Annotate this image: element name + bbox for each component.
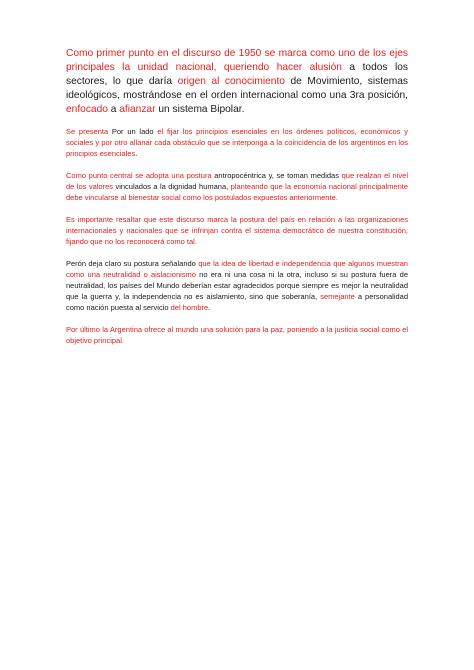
paragraph-5	[66, 258, 408, 313]
text-span: .	[135, 149, 138, 158]
text-span: que realzan el nivel de los valores	[66, 171, 408, 191]
text-span: Como punto central se adopta una postura	[66, 171, 212, 180]
paragraph-6	[66, 324, 408, 346]
text-span: el fijar los principios esenciales en los órdenes políticos, económicos y sociales y por otro allanar cada obstáculo que se interponga a la coincidencia de los argentinos en los principios esenciales	[66, 127, 408, 158]
text-span: vinculados a la dignidad humana,	[113, 182, 231, 191]
paragraph-4	[66, 214, 408, 247]
text-span: origen al conocimiento	[177, 76, 285, 87]
paragraph-3	[66, 170, 408, 203]
text-span: Como primer punto en el discurso de 1950 se marca como uno de los ejes principales la unidad nacional, queriendo hacer alusión	[66, 48, 408, 73]
text-span: Por un lado	[108, 127, 158, 136]
text-span: semejante	[320, 292, 355, 301]
text-span: afianzar	[119, 104, 156, 115]
text-span: a todos los sectores, lo que daría	[66, 62, 408, 87]
text-span: Es importante resaltar que este discurso marca la postura del país en relación a las organizaciones internacionales y nacionales que se infrinjan contra el sistema democrático de nuestra constitución, fijando que no los reconocerá como tal.	[66, 215, 408, 246]
text-span: Se presenta	[66, 127, 109, 136]
paragraph-1	[66, 47, 408, 117]
text-span: Por último la Argentina ofrece al mundo una solución para la paz, poniendo a la justicia social como el objetivo principal.	[66, 325, 408, 345]
paragraph-2	[66, 126, 408, 159]
text-span: a	[107, 104, 120, 115]
text-span: enfocado	[66, 104, 108, 115]
text-span: a personalidad como nación puesta al servicio	[66, 292, 408, 312]
text-span: del hombre	[170, 303, 209, 312]
text-span: Perón deja claro su postura señalando	[66, 259, 199, 268]
text-span: que la idea de libertad e independencia que algunos muestran como una neutralidad o aislacionismo	[66, 259, 408, 279]
text-span: planteando que la economía nacional principalmente debe vincularse al bienestar social como los postulados expuestos anteriormente.	[66, 182, 408, 202]
text-span: .	[208, 303, 211, 312]
text-span: antropocéntrica y, se toman medidas	[211, 171, 342, 180]
text-span: no era ni una cosa ni la otra, incluso si su postura fuera de neutralidad, los países del Mundo deberían estar agradecidos porque siempre es mejor la neutralidad que la guerra y, la independencia no es aislamiento, sino que soberanía,	[66, 270, 408, 301]
text-span: de Movimiento, sistemas ideológicos, mostrándose en el orden internacional como una 3ra posición,	[66, 76, 408, 101]
text-span: un sistema Bipolar.	[155, 104, 245, 115]
